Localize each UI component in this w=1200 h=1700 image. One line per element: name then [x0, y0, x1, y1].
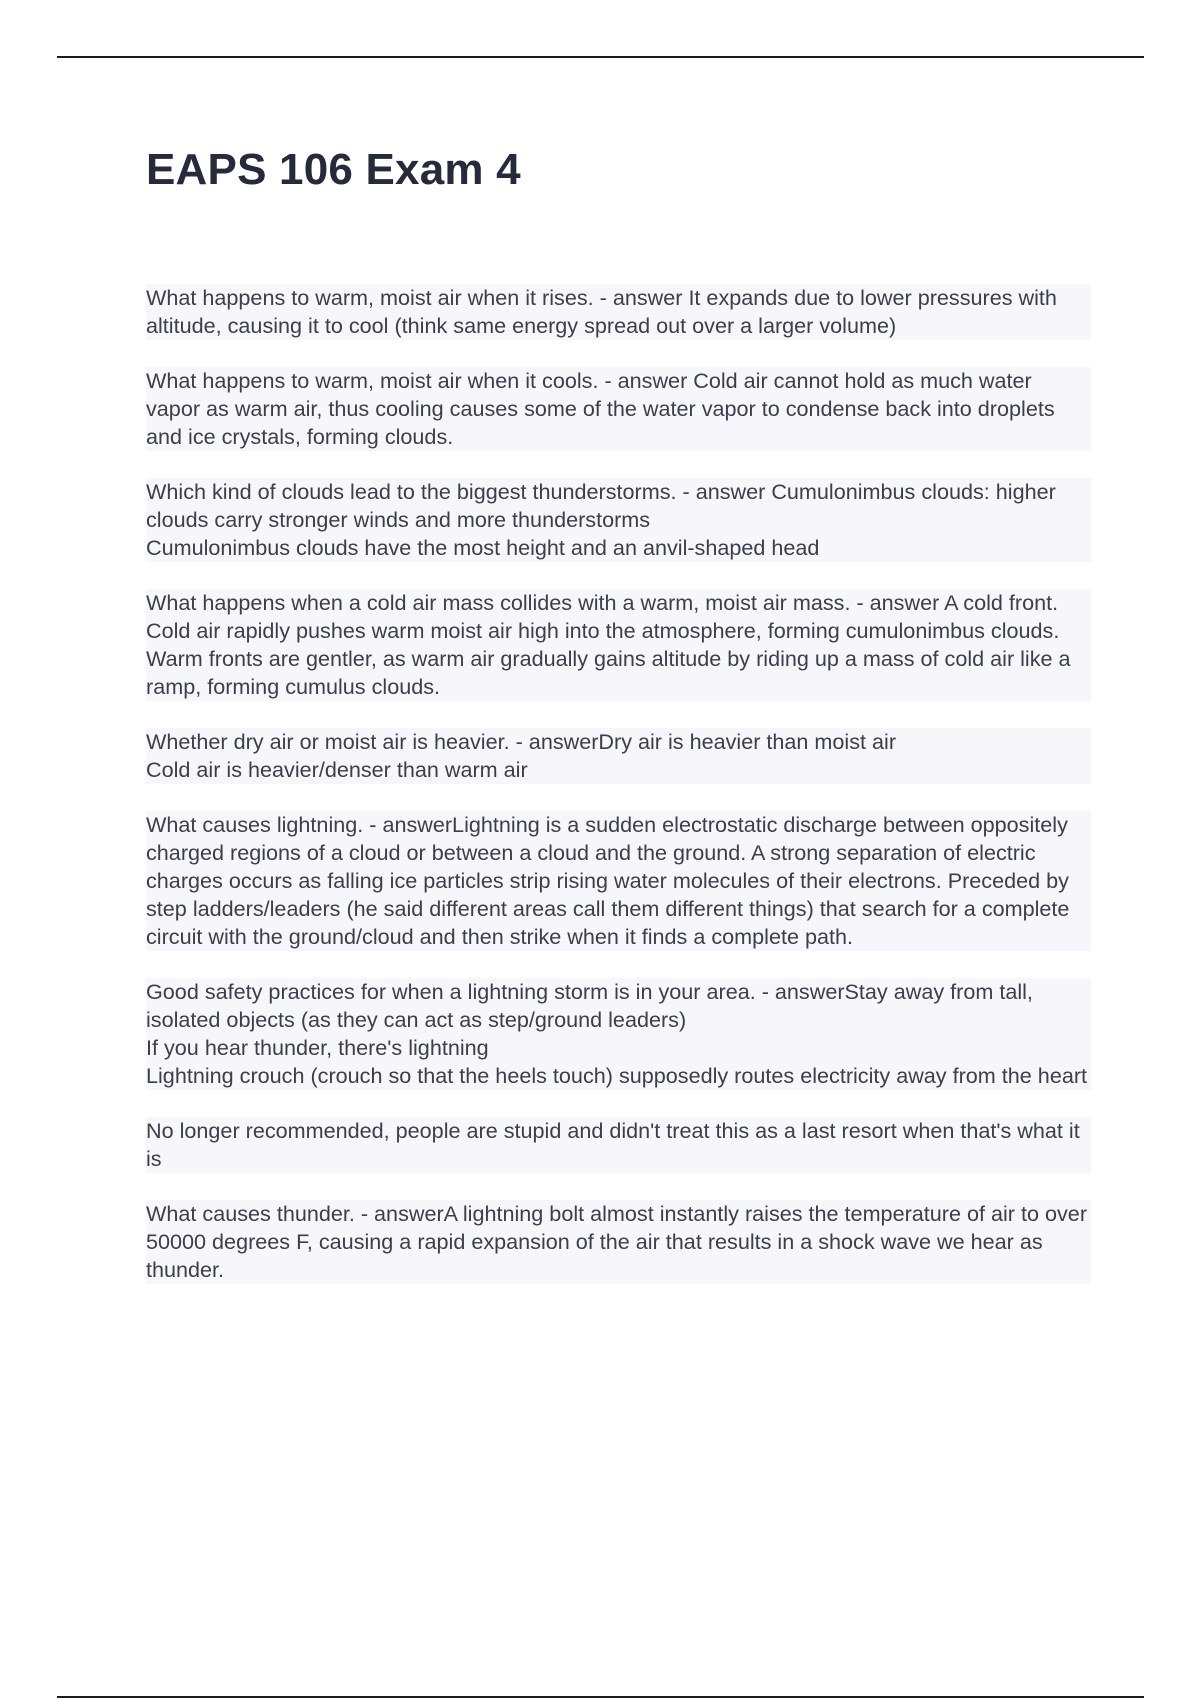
qa-entry: Which kind of clouds lead to the biggest thunderstorms. - answer Cumulonimbus clouds: higher clouds carry stronger winds and more thunderstorms Cumulonimbus clouds have the most height and an anvil-shaped head [146, 478, 1091, 562]
page-title: EAPS 106 Exam 4 [146, 145, 521, 194]
qa-entry: What causes lightning. - answerLightning is a sudden electrostatic discharge between oppositely charged regions of a cloud or between a cloud and the ground. A strong separation of electric charges occurs as falling ice particles strip rising water molecules of their electrons. Preceded by step ladders/leaders (he said different areas call them different things) that search for a complete circuit with the ground/cloud and then strike when it finds a complete path. [146, 811, 1091, 951]
qa-entry: No longer recommended, people are stupid and didn't treat this as a last resort when that's what it is [146, 1117, 1091, 1173]
qa-entry: What happens to warm, moist air when it cools. - answer Cold air cannot hold as much water vapor as warm air, thus cooling causes some of the water vapor to condense back into droplets and ice crystals, forming clouds. [146, 367, 1091, 451]
qa-list [146, 284, 1091, 1311]
qa-entry: What happens when a cold air mass collides with a warm, moist air mass. - answer A cold front. Cold air rapidly pushes warm moist air high into the atmosphere, forming cumulonimbus clouds. Warm fronts are gentler, as warm air gradually gains altitude by riding up a mass of cold air like a ramp, forming cumulus clouds. [146, 589, 1091, 701]
top-divider [57, 56, 1144, 58]
bottom-divider [57, 1696, 1144, 1698]
qa-entry: What causes thunder. - answerA lightning bolt almost instantly raises the temperature of air to over 50000 degrees F, causing a rapid expansion of the air that results in a shock wave we hear as thunder. [146, 1200, 1091, 1284]
qa-entry: What happens to warm, moist air when it rises. - answer It expands due to lower pressures with altitude, causing it to cool (think same energy spread out over a larger volume) [146, 284, 1091, 340]
qa-entry: Good safety practices for when a lightning storm is in your area. - answerStay away from tall, isolated objects (as they can act as step/ground leaders) If you hear thunder, there's lightning Lightning crouch (crouch so that the heels touch) supposedly routes electricity away from the heart [146, 978, 1091, 1090]
qa-entry: Whether dry air or moist air is heavier. - answerDry air is heavier than moist air Cold air is heavier/denser than warm air [146, 728, 1091, 784]
